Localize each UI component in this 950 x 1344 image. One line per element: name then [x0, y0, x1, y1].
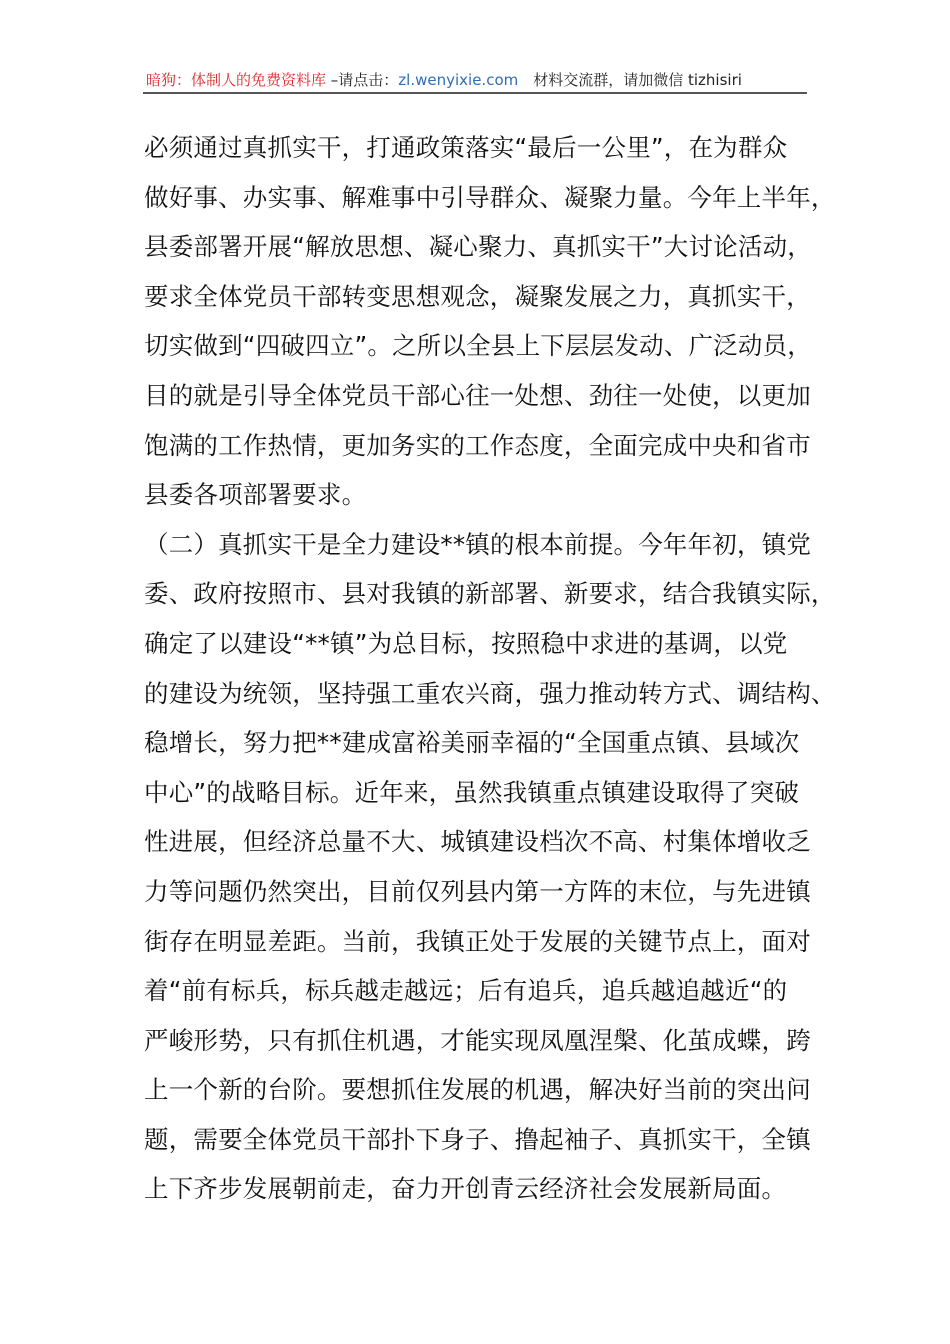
section-heading-line: （二）真抓实干是全力建设**镇的根本前提。今年年初，镇党	[144, 529, 812, 559]
text-line: 要求全体党员干部转变思想观念，凝聚发展之力，真抓实干，	[144, 281, 811, 311]
document-body	[144, 123, 834, 1214]
text-line: 性进展，但经济总量不大、城镇建设档次不高、村集体增收乏	[144, 827, 811, 857]
text-line: 委、政府按照市、县对我镇的新部署、新要求，结合我镇实际，	[144, 579, 836, 609]
text-line: 街存在明显差距。当前，我镇正处于发展的关键节点上，面对	[144, 926, 811, 956]
header-contact: 材料交流群，请加微信 tizhisiri	[518, 71, 742, 89]
text-line: 饱满的工作热情，更加务实的工作态度，全面完成中央和省市	[144, 430, 811, 460]
text-line: 上下齐步发展朝前走，奋力开创青云经济社会发展新局面。	[144, 1174, 787, 1204]
page-header	[146, 68, 806, 92]
text-line: 的建设为统领，坚持强工重农兴商，强力推动转方式、调结构、	[144, 678, 836, 708]
header-divider	[143, 92, 807, 94]
text-line: 切实做到“四破四立”。之所以全县上下层层发动、广泛动员，	[144, 331, 812, 361]
text-line: 稳增长，努力把**建成富裕美丽幸福的“全国重点镇、县域次	[144, 728, 800, 758]
header-link[interactable]: zl.wenyixie.com	[398, 71, 519, 89]
text-line: 严峻形势，只有抓住机遇，才能实现凤凰涅槃、化茧成蝶，跨	[144, 1025, 811, 1055]
text-line: 做好事、办实事、解难事中引导群众、凝聚力量。今年上半年，	[144, 182, 836, 212]
text-line: 县委部署开展“解放思想、凝心聚力、真抓实干”大讨论活动，	[144, 232, 812, 262]
text-line: 确定了以建设“**镇”为总目标，按照稳中求进的基调，以党	[144, 628, 788, 658]
text-line: 上一个新的台阶。要想抓住发展的机遇，解决好当前的突出问	[144, 1075, 811, 1105]
text-line: 目的就是引导全体党员干部心往一处想、劲往一处使，以更加	[144, 380, 811, 410]
text-line: 中心”的战略目标。近年来，虽然我镇重点镇建设取得了突破	[144, 777, 800, 807]
text-line: 力等问题仍然突出，目前仅列县内第一方阵的末位，与先进镇	[144, 876, 811, 906]
header-prompt: –请点击：	[326, 71, 399, 89]
text-line: 着“前有标兵，标兵越走越远；后有追兵，追兵越追越近“的	[144, 976, 788, 1006]
text-line: 县委各项部署要求。	[144, 480, 367, 510]
text-line: 题，需要全体党员干部扑下身子、撸起袖子、真抓实干，全镇	[144, 1124, 811, 1154]
header-brand: 暗狗：体制人的免费资料库	[146, 71, 327, 89]
text-line: 必须通过真抓实干，打通政策落实“最后一公里”，在为群众	[144, 133, 788, 162]
